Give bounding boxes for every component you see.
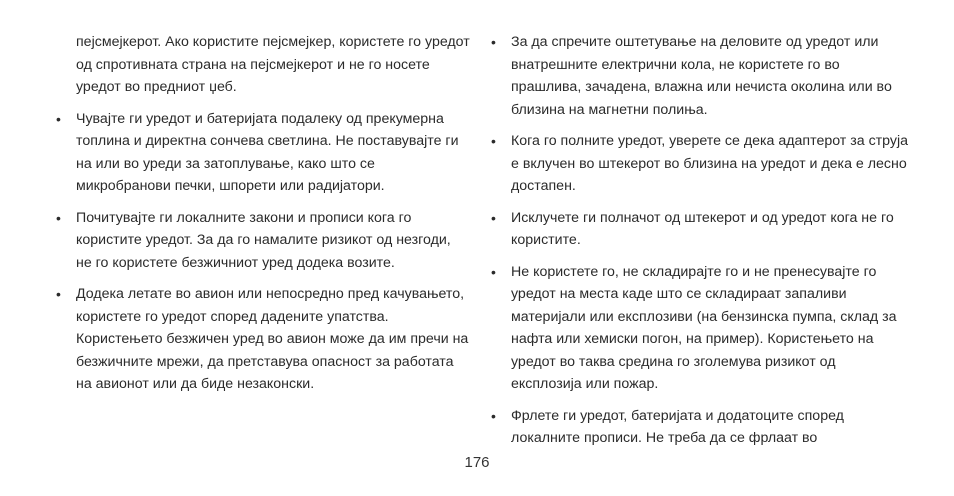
bullet-item <box>55 108 470 198</box>
bullet-text: Кога го полните уредот, уверете се дека адаптерот за струја е вклучен во штекерот во близина на уредот и дека е лесно достапен. <box>511 133 909 194</box>
paragraph-continuation <box>55 31 470 99</box>
bullet-item <box>490 31 910 121</box>
right-column <box>490 31 910 459</box>
bullet-icon: • <box>491 133 496 149</box>
bullet-text: Фрлете ги уредот, батеријата и додатоците според локалните прописи. Не треба да се фрлаат во <box>511 407 844 446</box>
bullet-text: Исклучете ги полначот од штекерот и од уредот кога не го користите. <box>511 209 894 248</box>
bullet-item <box>490 405 910 450</box>
bullet-item <box>55 207 470 275</box>
bullet-item <box>490 130 910 198</box>
bullet-text: Почитувајте ги локалните закони и прописи кога го користите уредот. За да го намалите ризикот од незгоди, не го користете безжичниот уред додека возите. <box>76 209 451 271</box>
bullet-item <box>490 261 910 396</box>
bullet-item <box>490 207 910 252</box>
bullet-icon: • <box>491 263 496 280</box>
bullet-text: Не користете го, не складирајте го и не пренесувајте го уредот на места каде што се складираат запаливи материјали или експлозиви (на бензинска пумпа, склад за нафта или хемиски погон, на пример). Користењето на уредот во таква средина го зголемува ризикот од експлозија или пожар. <box>511 263 897 392</box>
bullet-text: За да спречите оштетување на деловите од уредот или внатрешните електрични кола, не користете го во прашлива, зачадена, влажна или нечиста околина или во близина на магнетни полиња. <box>511 34 892 118</box>
bullet-icon: • <box>491 407 496 424</box>
bullet-icon: • <box>56 110 61 127</box>
left-column <box>55 31 470 405</box>
page-number: 176 <box>464 454 490 471</box>
bullet-icon: • <box>56 286 61 302</box>
paragraph-text: пејсмејкерот. Ако користите пејсмејкер, користете го уредот од спротивната страна на пејсмејкерот и не го носете уредот во предниот џеб. <box>76 34 470 95</box>
bullet-text: Чувајте ги уредот и батеријата подалеку од прекумерна топлина и директна сончева светлина. Не поставувајте ги на или во уреди за затоплување, како што се микробранови печки, шпорети или радијатори. <box>76 110 459 194</box>
bullet-icon: • <box>491 34 496 50</box>
bullet-item <box>55 283 470 396</box>
bullet-text: Додека летате во авион или непосредно пред качувањето, користете го уредот според дадените упатства. Користењето безжичен уред во авион може да им пречи на безжичните мрежи, да претставува опасност за работата на авионот или да биде незаконски. <box>76 286 469 392</box>
bullet-icon: • <box>56 209 61 226</box>
bullet-icon: • <box>491 209 496 226</box>
